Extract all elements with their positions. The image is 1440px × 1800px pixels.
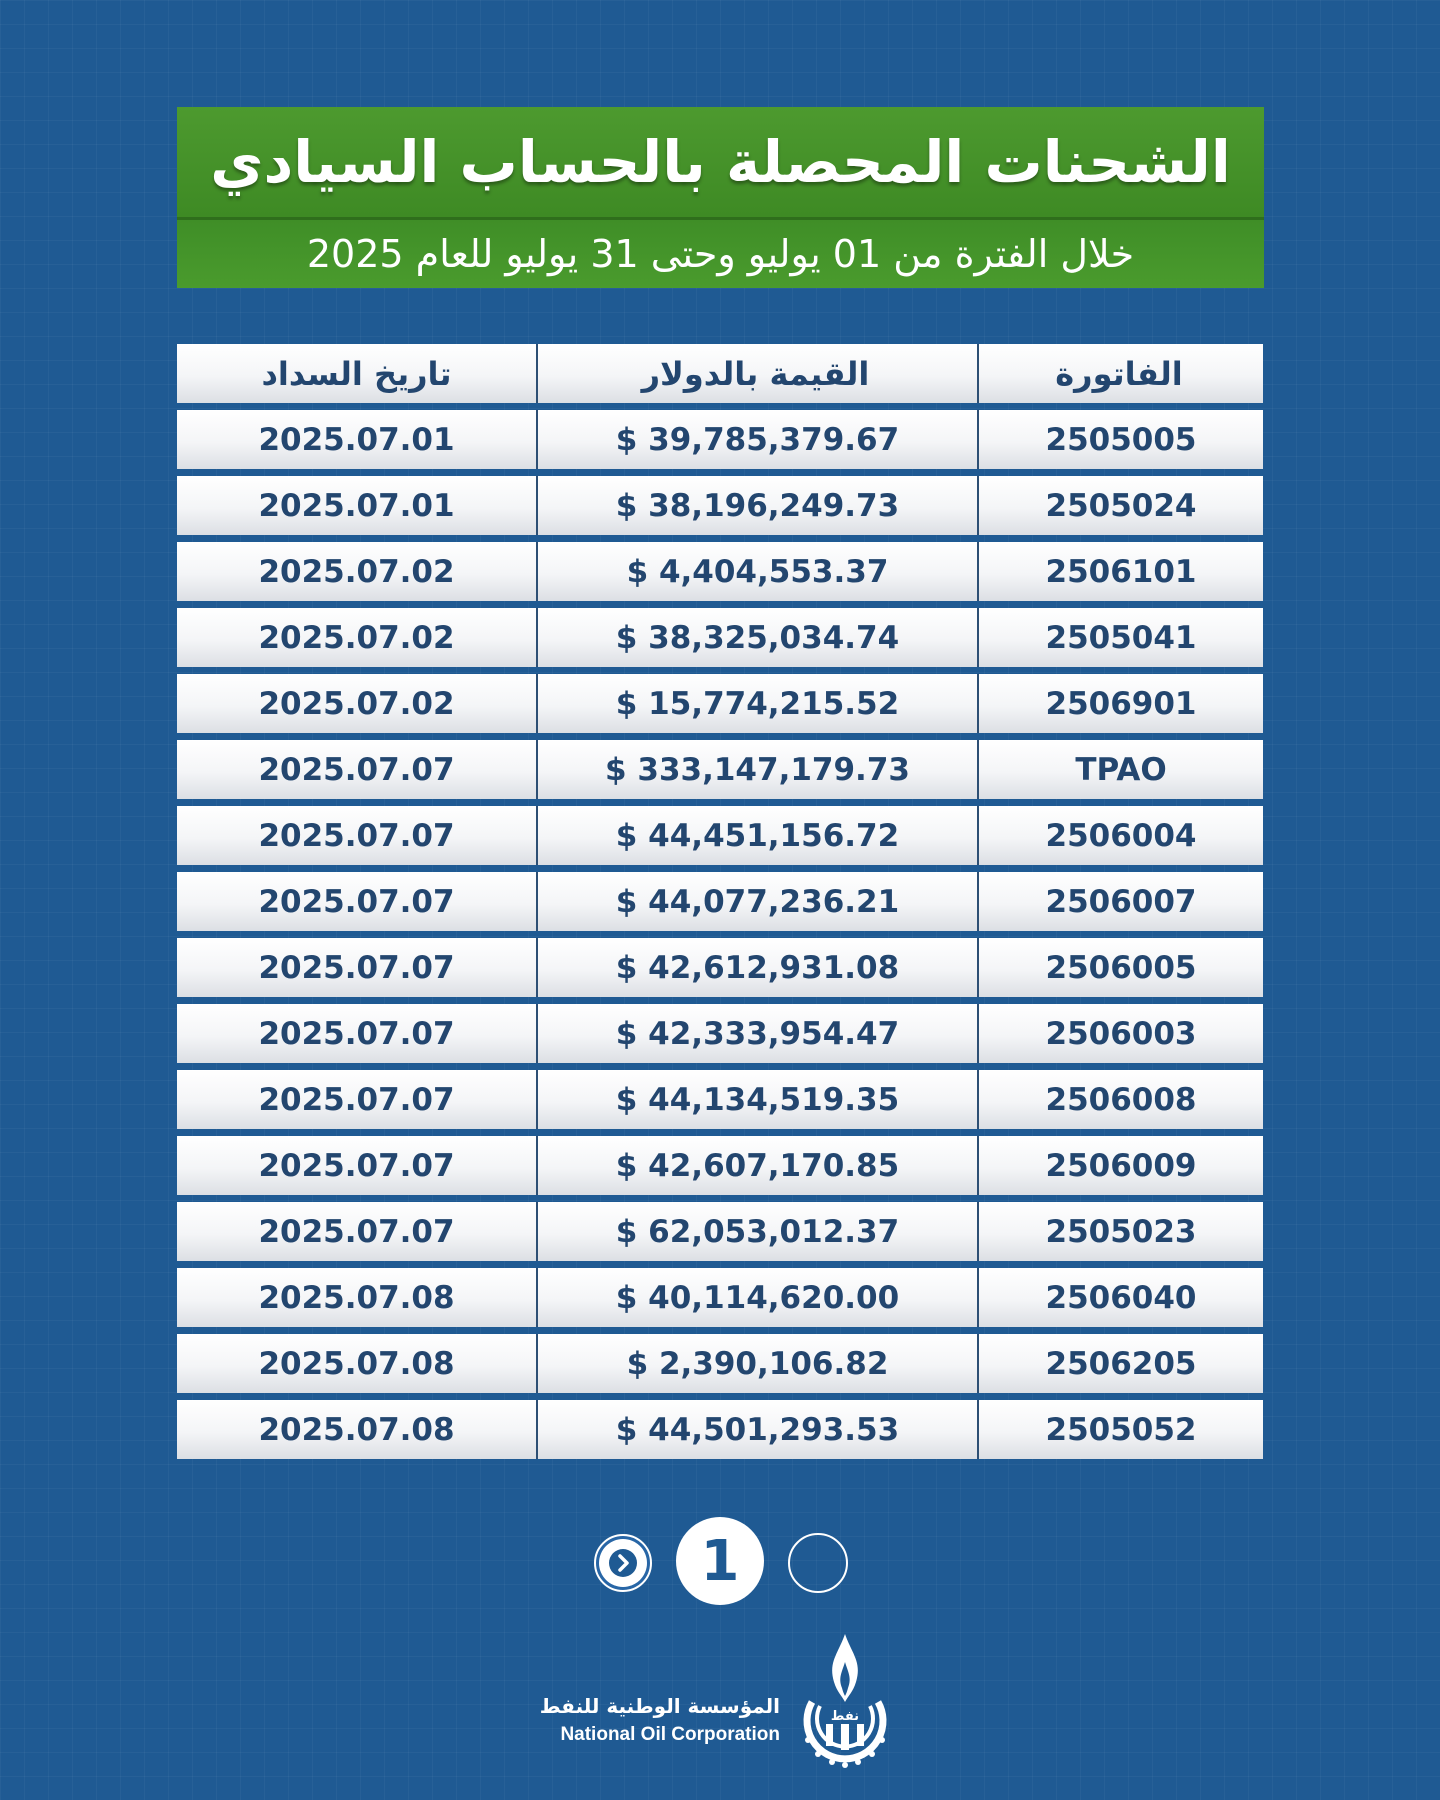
amount-cell: $ 42,333,954.47 <box>536 1004 977 1063</box>
chevron-right-icon <box>608 1548 638 1578</box>
payment-date-cell: 2025.07.08 <box>177 1334 536 1393</box>
payment-date-cell: 2025.07.08 <box>177 1400 536 1459</box>
amount-cell: $ 15,774,215.52 <box>536 674 977 733</box>
table-row <box>177 608 1263 667</box>
table-row <box>177 542 1263 601</box>
table-row <box>177 476 1263 535</box>
payment-date-cell: 2025.07.02 <box>177 608 536 667</box>
invoice-cell: 2506009 <box>977 1136 1263 1195</box>
logo-mark-text: نفط <box>830 1709 860 1724</box>
invoice-cell: 2505023 <box>977 1202 1263 1261</box>
invoice-cell: 2506901 <box>977 674 1263 733</box>
amount-cell: $ 42,612,931.08 <box>536 938 977 997</box>
table-row <box>177 806 1263 865</box>
table-row <box>177 1202 1263 1261</box>
invoice-cell: 2506205 <box>977 1334 1263 1393</box>
amount-cell: $ 44,134,519.35 <box>536 1070 977 1129</box>
invoice-cell: 2506004 <box>977 806 1263 865</box>
amount-cell: $ 44,077,236.21 <box>536 872 977 931</box>
amount-cell: $ 62,053,012.37 <box>536 1202 977 1261</box>
amount-cell: $ 333,147,179.73 <box>536 740 977 799</box>
payment-date-cell: 2025.07.07 <box>177 740 536 799</box>
logo-name-arabic: المؤسسة الوطنية للنفط <box>539 1694 780 1718</box>
logo-name-english: National Oil Corporation <box>560 1724 780 1745</box>
page-title: الشحنات المحصلة بالحساب السيادي <box>177 107 1264 217</box>
next-page-button[interactable] <box>594 1534 652 1592</box>
payment-date-cell: 2025.07.07 <box>177 1070 536 1129</box>
noc-logo <box>530 1632 910 1772</box>
payment-date-cell: 2025.07.02 <box>177 542 536 601</box>
payment-date-cell: 2025.07.08 <box>177 1268 536 1327</box>
amount-cell: $ 44,501,293.53 <box>536 1400 977 1459</box>
flame-emblem-icon <box>790 1632 900 1772</box>
amount-cell: $ 39,785,379.67 <box>536 410 977 469</box>
invoice-cell: 2506101 <box>977 542 1263 601</box>
page-dot[interactable] <box>788 1533 848 1593</box>
invoice-cell: 2505005 <box>977 410 1263 469</box>
amount-cell: $ 40,114,620.00 <box>536 1268 977 1327</box>
payment-date-cell: 2025.07.01 <box>177 410 536 469</box>
invoice-cell: 2506005 <box>977 938 1263 997</box>
current-page-indicator: 1 <box>676 1517 764 1605</box>
header-amount-usd: القيمة بالدولار <box>536 344 977 403</box>
table-row <box>177 674 1263 733</box>
invoice-table <box>177 337 1263 1466</box>
page-subtitle: خلال الفترة من 01 يوليو وحتى 31 يوليو للعام 2025 <box>177 217 1264 288</box>
payment-date-cell: 2025.07.07 <box>177 872 536 931</box>
amount-cell: $ 38,325,034.74 <box>536 608 977 667</box>
payment-date-cell: 2025.07.07 <box>177 1136 536 1195</box>
table-row <box>177 872 1263 931</box>
invoice-cell: TPAO <box>977 740 1263 799</box>
table-row <box>177 1070 1263 1129</box>
amount-cell: $ 44,451,156.72 <box>536 806 977 865</box>
header-payment-date: تاريخ السداد <box>177 344 536 403</box>
table-row <box>177 740 1263 799</box>
invoice-cell: 2506040 <box>977 1268 1263 1327</box>
table-row <box>177 1004 1263 1063</box>
payment-date-cell: 2025.07.07 <box>177 938 536 997</box>
invoice-cell: 2506007 <box>977 872 1263 931</box>
payment-date-cell: 2025.07.01 <box>177 476 536 535</box>
table-row <box>177 1136 1263 1195</box>
invoice-cell: 2506003 <box>977 1004 1263 1063</box>
amount-cell: $ 4,404,553.37 <box>536 542 977 601</box>
pagination <box>0 1517 1440 1607</box>
invoice-cell: 2505024 <box>977 476 1263 535</box>
invoice-cell: 2505052 <box>977 1400 1263 1459</box>
amount-cell: $ 38,196,249.73 <box>536 476 977 535</box>
title-banner <box>177 107 1264 288</box>
invoice-cell: 2505041 <box>977 608 1263 667</box>
payment-date-cell: 2025.07.07 <box>177 1004 536 1063</box>
amount-cell: $ 42,607,170.85 <box>536 1136 977 1195</box>
table-row <box>177 1334 1263 1393</box>
table-row <box>177 410 1263 469</box>
payment-date-cell: 2025.07.07 <box>177 1202 536 1261</box>
amount-cell: $ 2,390,106.82 <box>536 1334 977 1393</box>
payment-date-cell: 2025.07.07 <box>177 806 536 865</box>
payment-date-cell: 2025.07.02 <box>177 674 536 733</box>
table-row <box>177 938 1263 997</box>
header-invoice: الفاتورة <box>977 344 1263 403</box>
table-header-row <box>177 344 1263 403</box>
table-row <box>177 1268 1263 1327</box>
table-row <box>177 1400 1263 1459</box>
invoice-cell: 2506008 <box>977 1070 1263 1129</box>
